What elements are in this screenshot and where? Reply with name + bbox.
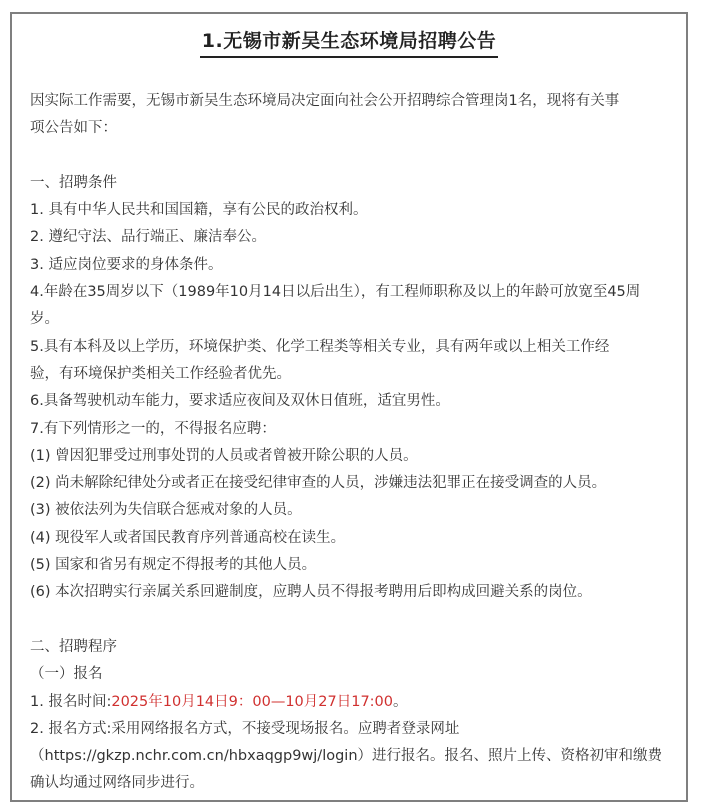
exclusion-1: (1) 曾因犯罪受过刑事处罚的人员或者曾被开除公职的人员。 bbox=[30, 447, 418, 464]
announcement-body bbox=[30, 88, 670, 798]
intro-line-2: 项公告如下： bbox=[30, 120, 117, 137]
title-wrap bbox=[12, 30, 686, 58]
page-title: 1.无锡市新吴生态环境局招聘公告 bbox=[200, 30, 498, 58]
condition-3: 3. 适应岗位要求的身体条件。 bbox=[30, 256, 223, 273]
condition-5: 5.具有本科及以上学历，环境保护类、化学工程类等相关专业，具有两年或以上相关工作经 bbox=[30, 338, 610, 355]
registration-method-1: 2. 报名方式:采用网络报名方式，不接受现场报名。应聘者登录网址 bbox=[30, 720, 460, 737]
registration-method-3: 确认均通过网络同步进行。 bbox=[30, 775, 204, 792]
registration-time-end: 。 bbox=[393, 693, 408, 710]
exclusion-4: (4) 现役军人或者国民教育序列普通高校在读生。 bbox=[30, 529, 346, 546]
condition-1: 1. 具有中华人民共和国国籍，享有公民的政治权利。 bbox=[30, 202, 368, 219]
condition-7: 7.有下列情形之一的，不得报名应聘： bbox=[30, 420, 276, 437]
exclusion-3: (3) 被依法列为失信联合惩戒对象的人员。 bbox=[30, 502, 302, 519]
registration-time-value: 2025年10月14日9：00—10月27日17:00 bbox=[111, 693, 394, 710]
section1-heading: 一、招聘条件 bbox=[30, 174, 117, 191]
registration-method-2: （https://gkzp.nchr.com.cn/hbxaqgp9wj/login）进行报名。报名、照片上传、资格初审和缴费 bbox=[30, 748, 663, 765]
exclusion-2: (2) 尚未解除纪律处分或者正在接受纪律审查的人员，涉嫌违法犯罪正在接受调查的人员。 bbox=[30, 475, 607, 492]
intro-line-1: 因实际工作需要，无锡市新吴生态环境局决定面向社会公开招聘综合管理岗1名，现将有关事 bbox=[30, 93, 620, 109]
condition-4: 4.年龄在35周岁以下（1989年10月14日以后出生），有工程师职称及以上的年龄可放宽至45周 bbox=[30, 284, 641, 301]
spacer bbox=[30, 143, 670, 170]
condition-5-cont: 验，有环境保护类相关工作经验者优先。 bbox=[30, 365, 291, 382]
section2-subheading: （一）报名 bbox=[30, 666, 103, 683]
registration-time bbox=[30, 689, 670, 716]
section2-heading: 二、招聘程序 bbox=[30, 638, 117, 655]
condition-6: 6.具备驾驶机动车能力，要求适应夜间及双休日值班，适宜男性。 bbox=[30, 393, 450, 410]
exclusion-6: (6) 本次招聘实行亲属关系回避制度，应聘人员不得报考聘用后即构成回避关系的岗位。 bbox=[30, 584, 592, 601]
condition-4-cont: 岁。 bbox=[30, 311, 59, 328]
registration-time-label: 1. 报名时间: bbox=[30, 693, 112, 710]
exclusion-5: (5) 国家和省另有规定不得报考的其他人员。 bbox=[30, 557, 317, 574]
spacer bbox=[30, 607, 670, 634]
condition-2: 2. 遵纪守法、品行端正、廉洁奉公。 bbox=[30, 229, 266, 246]
announcement-frame bbox=[10, 12, 688, 802]
